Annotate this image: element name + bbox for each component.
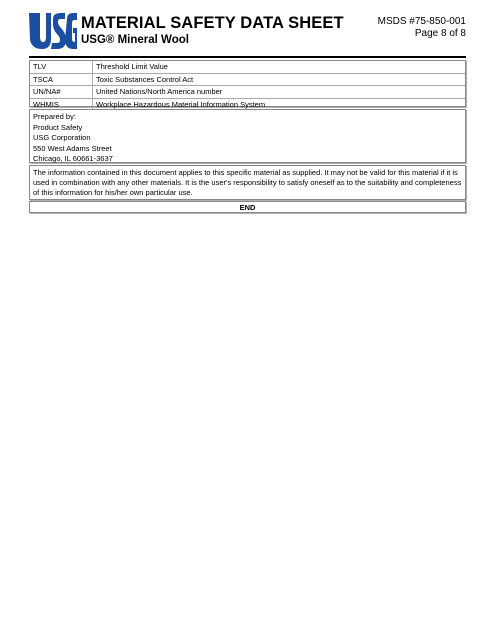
prepared-by-department: Product Safety [33,122,83,132]
prepared-by-section [29,109,466,163]
abbreviation-value: Toxic Substances Control Act [96,74,194,84]
header-divider [29,56,466,58]
abbreviation-value: United Nations/North America number [96,87,223,96]
abbreviation-key: UN/NA# [30,86,93,98]
abbreviation-key: TSCA [30,74,93,86]
table-row [30,86,465,99]
disclaimer-text: The information contained in this document applies to this specific material as supplied. It may not be valid for this material if it is used in combination with any other materials. It is the user's responsibility to satisfy oneself as to the suitability and completeness of this information for his/her own particular use. [29,165,466,200]
end-marker: END [29,201,466,213]
page-number: Page 8 of 8 [414,28,466,39]
abbreviations-table [29,60,466,107]
document-header [29,8,466,56]
product-name: USG® Mineral Wool [81,34,189,46]
prepared-by-label: Prepared by: [33,112,76,121]
abbreviation-value: Workplace Hazardous Material Information System [96,99,266,109]
abbreviation-value: Threshold Limit Value [96,62,168,71]
prepared-by-city: Chicago, IL 60661-3637 [33,154,113,163]
prepared-by-company: USG Corporation [33,133,91,142]
prepared-by-street: 550 West Adams Street [33,143,112,153]
document-title: MATERIAL SAFETY DATA SHEET [81,14,344,32]
msds-number: MSDS #75-850-001 [377,16,466,27]
table-row [30,61,465,74]
abbreviation-key: TLV [30,61,93,73]
abbreviation-key: WHMIS [30,99,93,111]
table-row [30,74,465,87]
usg-logo [29,11,77,51]
logo-text: USG [29,11,32,12]
